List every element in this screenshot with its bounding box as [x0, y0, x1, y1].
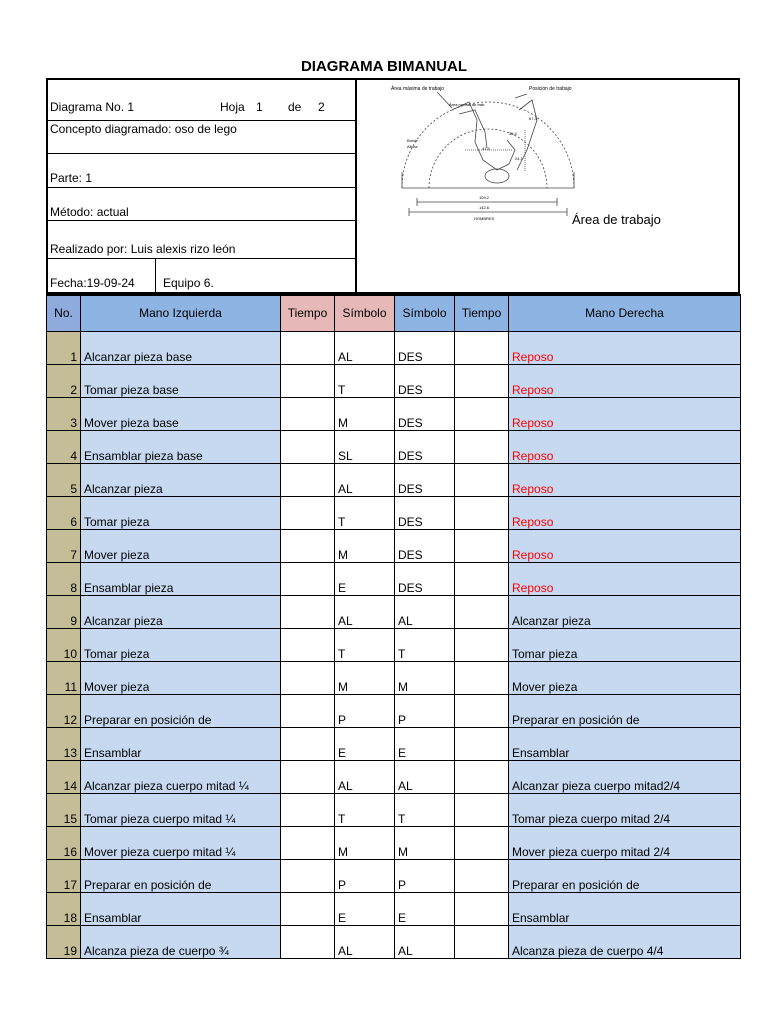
col-header-mano-derecha: Mano Derecha	[509, 295, 741, 331]
svg-text:Borde: Borde	[407, 138, 418, 143]
left-symbol: E	[335, 892, 395, 925]
left-time	[281, 496, 335, 529]
right-hand-action: Reposo	[509, 529, 741, 562]
left-symbol: M	[335, 397, 395, 430]
right-symbol: DES	[395, 529, 455, 562]
row-number: 11	[47, 661, 81, 694]
right-symbol: P	[395, 859, 455, 892]
left-hand-action: Mover pieza base	[81, 397, 281, 430]
left-hand-action: Preparar en posición de	[81, 694, 281, 727]
row-number: 5	[47, 463, 81, 496]
left-time	[281, 463, 335, 496]
row-number: 15	[47, 793, 81, 826]
left-hand-action: Alcanzar pieza base	[81, 331, 281, 364]
right-time	[455, 496, 509, 529]
left-time	[281, 826, 335, 859]
table-row	[47, 727, 741, 760]
de-value: 2	[318, 100, 325, 114]
left-hand-action: Alcanza pieza de cuerpo ¾	[81, 925, 281, 958]
row-number: 4	[47, 430, 81, 463]
svg-text:24,1: 24,1	[515, 156, 523, 161]
right-time	[455, 397, 509, 430]
table-row	[47, 562, 741, 595]
row-number: 3	[47, 397, 81, 430]
right-time	[455, 760, 509, 793]
right-symbol: T	[395, 628, 455, 661]
col-header-mano-izquierda: Mano Izquierda	[81, 295, 281, 331]
parte-text: Parte: 1	[50, 171, 93, 185]
left-time	[281, 529, 335, 562]
table-row	[47, 628, 741, 661]
table-header-row	[47, 295, 741, 331]
row-number: 9	[47, 595, 81, 628]
svg-text:35,4: 35,4	[509, 131, 517, 136]
svg-text:109,2: 109,2	[479, 195, 490, 200]
right-hand-action: Alcanza pieza de cuerpo 4/4	[509, 925, 741, 958]
table-row	[47, 661, 741, 694]
left-symbol: AL	[335, 463, 395, 496]
work-area-label: Área de trabajo	[572, 212, 661, 227]
table-row	[47, 463, 741, 496]
right-symbol: P	[395, 694, 455, 727]
left-hand-action: Ensamblar	[81, 727, 281, 760]
left-symbol: T	[335, 793, 395, 826]
svg-text:Área máxima de trabajo: Área máxima de trabajo	[391, 86, 445, 92]
left-symbol: SL	[335, 430, 395, 463]
left-symbol: AL	[335, 595, 395, 628]
header-box	[46, 78, 740, 294]
right-time	[455, 595, 509, 628]
col-header-no: No.	[47, 295, 81, 331]
right-symbol: M	[395, 661, 455, 694]
left-hand-action: Preparar en posición de	[81, 859, 281, 892]
row-number: 7	[47, 529, 81, 562]
right-time	[455, 364, 509, 397]
right-hand-action: Alcanzar pieza	[509, 595, 741, 628]
svg-text:67,3: 67,3	[529, 116, 537, 121]
left-hand-action: Tomar pieza cuerpo mitad ¼	[81, 793, 281, 826]
right-hand-action: Mover pieza cuerpo mitad 2/4	[509, 826, 741, 859]
diagrama-number: Diagrama No. 1	[50, 100, 135, 114]
right-hand-action: Reposo	[509, 397, 741, 430]
svg-text:Posición de trabajo: Posición de trabajo	[529, 86, 572, 92]
work-area-figure	[357, 80, 738, 292]
left-symbol: P	[335, 859, 395, 892]
left-symbol: AL	[335, 760, 395, 793]
left-hand-action: Mover pieza	[81, 529, 281, 562]
col-header-tiempo-right: Tiempo	[455, 295, 509, 331]
de-label: de	[288, 100, 302, 114]
row-number: 6	[47, 496, 81, 529]
left-symbol: AL	[335, 925, 395, 958]
right-time	[455, 826, 509, 859]
left-time	[281, 661, 335, 694]
right-hand-action: Tomar pieza	[509, 628, 741, 661]
left-symbol: M	[335, 826, 395, 859]
left-time	[281, 694, 335, 727]
left-time	[281, 331, 335, 364]
table-body	[47, 331, 741, 958]
left-hand-action: Ensamblar pieza	[81, 562, 281, 595]
right-time	[455, 529, 509, 562]
hoja-label: Hoja	[220, 100, 245, 114]
left-time	[281, 859, 335, 892]
right-hand-action: Reposo	[509, 331, 741, 364]
bimanual-table	[46, 294, 741, 959]
right-symbol: DES	[395, 496, 455, 529]
left-time	[281, 727, 335, 760]
table-row	[47, 595, 741, 628]
col-header-simbolo-right: Símbolo	[395, 295, 455, 331]
right-symbol: DES	[395, 364, 455, 397]
row-number: 10	[47, 628, 81, 661]
svg-text:HOMBRES: HOMBRES	[474, 216, 495, 221]
right-hand-action: Ensamblar	[509, 727, 741, 760]
right-time	[455, 694, 509, 727]
left-symbol: T	[335, 628, 395, 661]
svg-text:142,6: 142,6	[479, 205, 490, 210]
right-hand-action: Preparar en posición de	[509, 859, 741, 892]
table-row	[47, 496, 741, 529]
table-row	[47, 397, 741, 430]
row-number: 14	[47, 760, 81, 793]
header-row-diagrama	[48, 80, 355, 121]
table-row	[47, 430, 741, 463]
right-hand-action: Reposo	[509, 463, 741, 496]
header-row-parte	[48, 153, 355, 188]
table-row	[47, 793, 741, 826]
col-header-tiempo-left: Tiempo	[281, 295, 335, 331]
left-hand-action: Alcanzar pieza cuerpo mitad ¼	[81, 760, 281, 793]
right-time	[455, 562, 509, 595]
right-symbol: DES	[395, 562, 455, 595]
row-number: 2	[47, 364, 81, 397]
metodo-text: Método: actual	[50, 205, 129, 219]
right-time	[455, 793, 509, 826]
fecha-divider	[155, 258, 156, 292]
left-symbol: M	[335, 529, 395, 562]
right-time	[455, 727, 509, 760]
right-hand-action: Reposo	[509, 364, 741, 397]
row-number: 8	[47, 562, 81, 595]
header-row-fecha	[48, 258, 355, 292]
header-info	[48, 80, 357, 292]
equipo-text: Equipo 6.	[163, 276, 214, 290]
svg-text:41,6: 41,6	[482, 146, 490, 151]
right-time	[455, 925, 509, 958]
left-time	[281, 760, 335, 793]
left-symbol: T	[335, 496, 395, 529]
table-row	[47, 892, 741, 925]
right-time	[455, 463, 509, 496]
left-symbol: E	[335, 727, 395, 760]
right-symbol: DES	[395, 331, 455, 364]
right-time	[455, 331, 509, 364]
fecha-text: Fecha:19-09-24	[50, 276, 135, 290]
left-hand-action: Ensamblar	[81, 892, 281, 925]
left-symbol: E	[335, 562, 395, 595]
right-hand-action: Reposo	[509, 430, 741, 463]
realizado-text: Realizado por: Luis alexis rizo león	[50, 242, 236, 256]
row-number: 13	[47, 727, 81, 760]
document-title: DIAGRAMA BIMANUAL	[300, 58, 468, 75]
table-row	[47, 925, 741, 958]
header-row-metodo	[48, 187, 355, 221]
right-time	[455, 892, 509, 925]
left-hand-action: Mover pieza	[81, 661, 281, 694]
header-row-concepto	[48, 120, 355, 154]
left-symbol: AL	[335, 331, 395, 364]
right-symbol: E	[395, 892, 455, 925]
left-symbol: T	[335, 364, 395, 397]
left-hand-action: Ensamblar pieza base	[81, 430, 281, 463]
table-row	[47, 826, 741, 859]
left-hand-action: Tomar pieza	[81, 496, 281, 529]
right-hand-action: Tomar pieza cuerpo mitad 2/4	[509, 793, 741, 826]
row-number: 1	[47, 331, 81, 364]
right-time	[455, 430, 509, 463]
left-time	[281, 397, 335, 430]
table-row	[47, 694, 741, 727]
right-hand-action: Mover pieza	[509, 661, 741, 694]
work-area-panel	[357, 80, 738, 292]
right-time	[455, 661, 509, 694]
table-row	[47, 331, 741, 364]
left-hand-action: Tomar pieza base	[81, 364, 281, 397]
header-row-realizado	[48, 220, 355, 259]
row-number: 18	[47, 892, 81, 925]
table-row	[47, 859, 741, 892]
left-hand-action: Mover pieza cuerpo mitad ¼	[81, 826, 281, 859]
left-time	[281, 925, 335, 958]
right-time	[455, 859, 509, 892]
right-hand-action: Reposo	[509, 562, 741, 595]
right-symbol: DES	[395, 397, 455, 430]
left-time	[281, 595, 335, 628]
right-hand-action: Preparar en posición de	[509, 694, 741, 727]
table-row	[47, 364, 741, 397]
left-hand-action: Alcanzar pieza	[81, 463, 281, 496]
table-row	[47, 529, 741, 562]
svg-text:Área normal de trab.: Área normal de trab.	[449, 102, 486, 107]
right-symbol: AL	[395, 925, 455, 958]
row-number: 12	[47, 694, 81, 727]
left-time	[281, 430, 335, 463]
row-number: 16	[47, 826, 81, 859]
svg-text:Altura: Altura	[407, 144, 418, 149]
left-time	[281, 793, 335, 826]
right-hand-action: Reposo	[509, 496, 741, 529]
right-time	[455, 628, 509, 661]
left-symbol: P	[335, 694, 395, 727]
hoja-value: 1	[256, 100, 263, 114]
right-symbol: M	[395, 826, 455, 859]
right-symbol: DES	[395, 463, 455, 496]
left-time	[281, 562, 335, 595]
left-symbol: M	[335, 661, 395, 694]
row-number: 19	[47, 925, 81, 958]
right-hand-action: Ensamblar	[509, 892, 741, 925]
left-time	[281, 364, 335, 397]
right-symbol: AL	[395, 595, 455, 628]
right-hand-action: Alcanzar pieza cuerpo mitad2/4	[509, 760, 741, 793]
left-hand-action: Tomar pieza	[81, 628, 281, 661]
row-number: 17	[47, 859, 81, 892]
concepto-text: Concepto diagramado: oso de lego	[50, 122, 237, 136]
left-time	[281, 892, 335, 925]
col-header-simbolo-left: Símbolo	[335, 295, 395, 331]
left-hand-action: Alcanzar pieza	[81, 595, 281, 628]
table-row	[47, 760, 741, 793]
right-symbol: E	[395, 727, 455, 760]
right-symbol: AL	[395, 760, 455, 793]
left-time	[281, 628, 335, 661]
right-symbol: DES	[395, 430, 455, 463]
right-symbol: T	[395, 793, 455, 826]
